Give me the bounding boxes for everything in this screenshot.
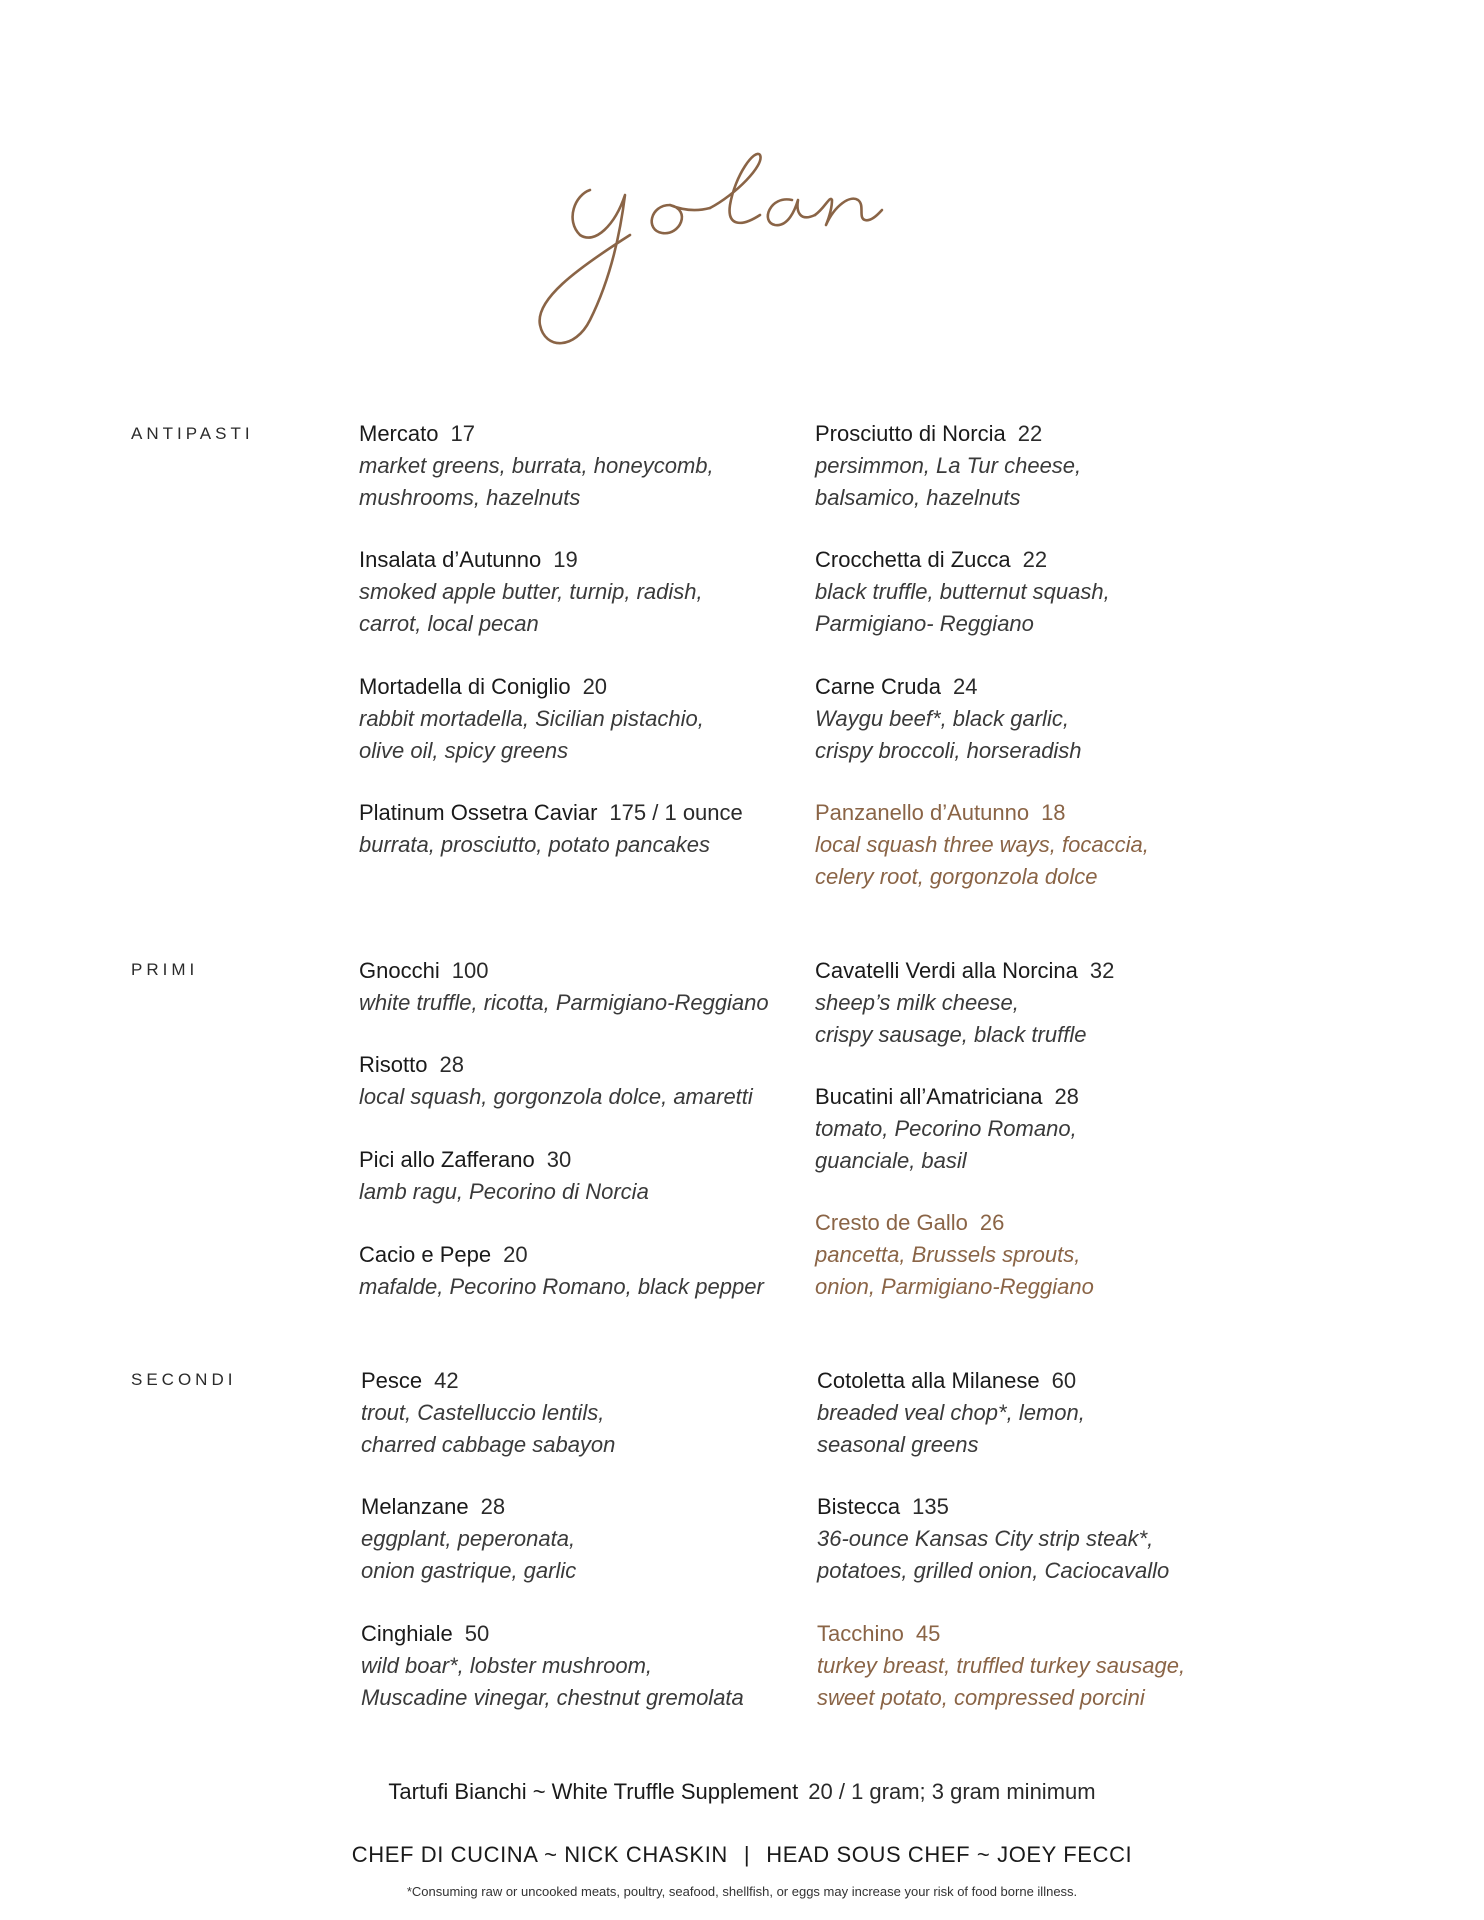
chef-di-cucina: CHEF DI CUCINA ~ NICK CHASKIN — [351, 1842, 728, 1867]
item-description: local squash three ways, focaccia, — [815, 832, 1149, 857]
menu-item — [815, 544, 1275, 640]
item-price: 135 — [912, 1494, 949, 1519]
menu-item — [817, 1491, 1277, 1587]
item-price: 100 — [451, 958, 489, 983]
item-description: local squash, gorgonzola dolce, amaretti — [359, 1084, 753, 1109]
menu-item — [817, 1365, 1277, 1461]
menu-item — [359, 1144, 819, 1208]
item-name: Cotoletta alla Milanese — [817, 1368, 1040, 1393]
item-price: 26 — [979, 1210, 1005, 1235]
item-description: pancetta, Brussels sprouts, — [815, 1242, 1081, 1267]
item-description: potatoes, grilled onion, Caciocavallo — [817, 1558, 1170, 1583]
truffle-price: 20 / 1 gram; 3 gram minimum — [808, 1779, 1096, 1804]
item-name: Cavatelli Verdi alla Norcina — [815, 958, 1078, 983]
item-description: lamb ragu, Pecorino di Norcia — [359, 1179, 649, 1204]
item-description: sheep’s milk cheese, — [815, 990, 1019, 1015]
item-price: 28 — [439, 1052, 464, 1077]
truffle-name: Tartufi Bianchi ~ White Truffle Supplement — [388, 1779, 799, 1804]
item-price: 45 — [915, 1621, 941, 1646]
item-price: 30 — [546, 1147, 572, 1172]
item-description: black truffle, butternut squash, — [815, 579, 1110, 604]
item-description: celery root, gorgonzola dolce — [815, 864, 1098, 889]
menu-item — [361, 1365, 821, 1461]
item-description: white truffle, ricotta, Parmigiano-Reggiano — [359, 990, 769, 1015]
item-description: smoked apple butter, turnip, radish, — [359, 579, 703, 604]
item-name: Platinum Ossetra Caviar — [359, 800, 598, 825]
item-description: olive oil, spicy greens — [359, 738, 569, 763]
item-name: Tacchino — [817, 1621, 904, 1646]
item-description: balsamico, hazelnuts — [815, 485, 1021, 510]
item-description: onion, Parmigiano-Reggiano — [815, 1274, 1094, 1299]
item-name: Mercato — [359, 421, 439, 446]
item-price: 50 — [464, 1621, 490, 1646]
menu-item — [359, 418, 819, 514]
item-description: rabbit mortadella, Sicilian pistachio, — [359, 706, 704, 731]
item-name: Bistecca — [817, 1494, 901, 1519]
item-price: 28 — [1054, 1084, 1079, 1109]
menu-item — [359, 1239, 819, 1303]
item-price: 175 / 1 ounce — [609, 800, 743, 825]
menu-item — [359, 797, 819, 861]
menu-item — [815, 418, 1275, 514]
menu-item — [359, 671, 819, 767]
item-description: market greens, burrata, honeycomb, — [359, 453, 714, 478]
item-description: wild boar*, lobster mushroom, — [361, 1653, 653, 1678]
item-name: Risotto — [359, 1052, 428, 1077]
item-description: carrot, local pecan — [359, 611, 539, 636]
item-description: seasonal greens — [817, 1432, 979, 1457]
item-price: 22 — [1017, 421, 1043, 446]
truffle-supplement — [0, 1779, 1484, 1805]
item-price: 28 — [480, 1494, 506, 1519]
food-safety-disclaimer: *Consuming raw or uncooked meats, poultry, seafood, shellfish, or eggs may increase your risk of food borne illness. — [406, 1884, 1078, 1899]
item-price: 20 — [503, 1242, 528, 1267]
item-description: mushrooms, hazelnuts — [359, 485, 581, 510]
item-description: onion gastrique, garlic — [361, 1558, 577, 1583]
item-description: sweet potato, compressed porcini — [817, 1685, 1145, 1710]
item-name: Mortadella di Coniglio — [359, 674, 571, 699]
item-description: burrata, prosciutto, potato pancakes — [359, 832, 710, 857]
item-price: 17 — [450, 421, 475, 446]
item-name: Cresto de Gallo — [815, 1210, 968, 1235]
item-name: Insalata d’Autunno — [359, 547, 542, 572]
item-name: Pesce — [361, 1368, 423, 1393]
item-name: Panzanello d’Autunno — [815, 800, 1030, 825]
yolan-logo — [520, 150, 960, 370]
item-name: Pici allo Zafferano — [359, 1147, 535, 1172]
item-description: turkey breast, truffled turkey sausage, — [817, 1653, 1186, 1678]
item-price: 19 — [553, 547, 578, 572]
section-label-antipasti: ANTIPASTI — [131, 424, 254, 443]
item-price: 24 — [952, 674, 978, 699]
item-description: guanciale, basil — [815, 1148, 967, 1173]
item-description: breaded veal chop*, lemon, — [817, 1400, 1085, 1425]
item-price: 42 — [434, 1368, 459, 1393]
item-price: 18 — [1041, 800, 1066, 825]
item-description: eggplant, peperonata, — [361, 1526, 576, 1551]
section-label-primi: PRIMI — [131, 960, 199, 979]
item-price: 60 — [1051, 1368, 1077, 1393]
item-description: crispy broccoli, horseradish — [815, 738, 1082, 763]
item-price: 32 — [1089, 958, 1115, 983]
item-name: Cinghiale — [361, 1621, 453, 1646]
section-label-secondi: SECONDI — [131, 1370, 237, 1389]
item-name: Prosciutto di Norcia — [815, 421, 1006, 446]
menu-item — [359, 955, 819, 1019]
item-price: 22 — [1022, 547, 1048, 572]
item-name: Gnocchi — [359, 958, 440, 983]
item-description: persimmon, La Tur cheese, — [815, 453, 1082, 478]
item-name: Carne Cruda — [815, 674, 941, 699]
item-description: trout, Castelluccio lentils, — [361, 1400, 605, 1425]
menu-item-special — [817, 1618, 1277, 1714]
item-name: Crocchetta di Zucca — [815, 547, 1011, 572]
item-description: Muscadine vinegar, chestnut gremolata — [361, 1685, 744, 1710]
menu-item — [361, 1618, 821, 1714]
item-description: tomato, Pecorino Romano, — [815, 1116, 1077, 1141]
menu-item — [815, 1081, 1275, 1177]
credits-separator: | — [743, 1842, 751, 1867]
menu-item — [359, 544, 819, 640]
item-description: mafalde, Pecorino Romano, black pepper — [359, 1274, 764, 1299]
head-sous-chef: HEAD SOUS CHEF ~ JOEY FECCI — [766, 1842, 1133, 1867]
item-description: charred cabbage sabayon — [361, 1432, 616, 1457]
menu-item — [361, 1491, 821, 1587]
menu-item — [815, 955, 1275, 1051]
item-description: 36-ounce Kansas City strip steak*, — [817, 1526, 1154, 1551]
item-price: 20 — [582, 674, 608, 699]
item-description: crispy sausage, black truffle — [815, 1022, 1087, 1047]
menu-item — [359, 1049, 819, 1113]
item-description: Parmigiano- Reggiano — [815, 611, 1034, 636]
menu-item-special — [815, 797, 1275, 893]
chef-credits — [0, 1842, 1484, 1868]
menu-item — [815, 671, 1275, 767]
item-name: Melanzane — [361, 1494, 469, 1519]
menu-item-special — [815, 1207, 1275, 1303]
item-name: Cacio e Pepe — [359, 1242, 492, 1267]
item-name: Bucatini all’Amatriciana — [815, 1084, 1043, 1109]
item-description: Waygu beef*, black garlic, — [815, 706, 1069, 731]
